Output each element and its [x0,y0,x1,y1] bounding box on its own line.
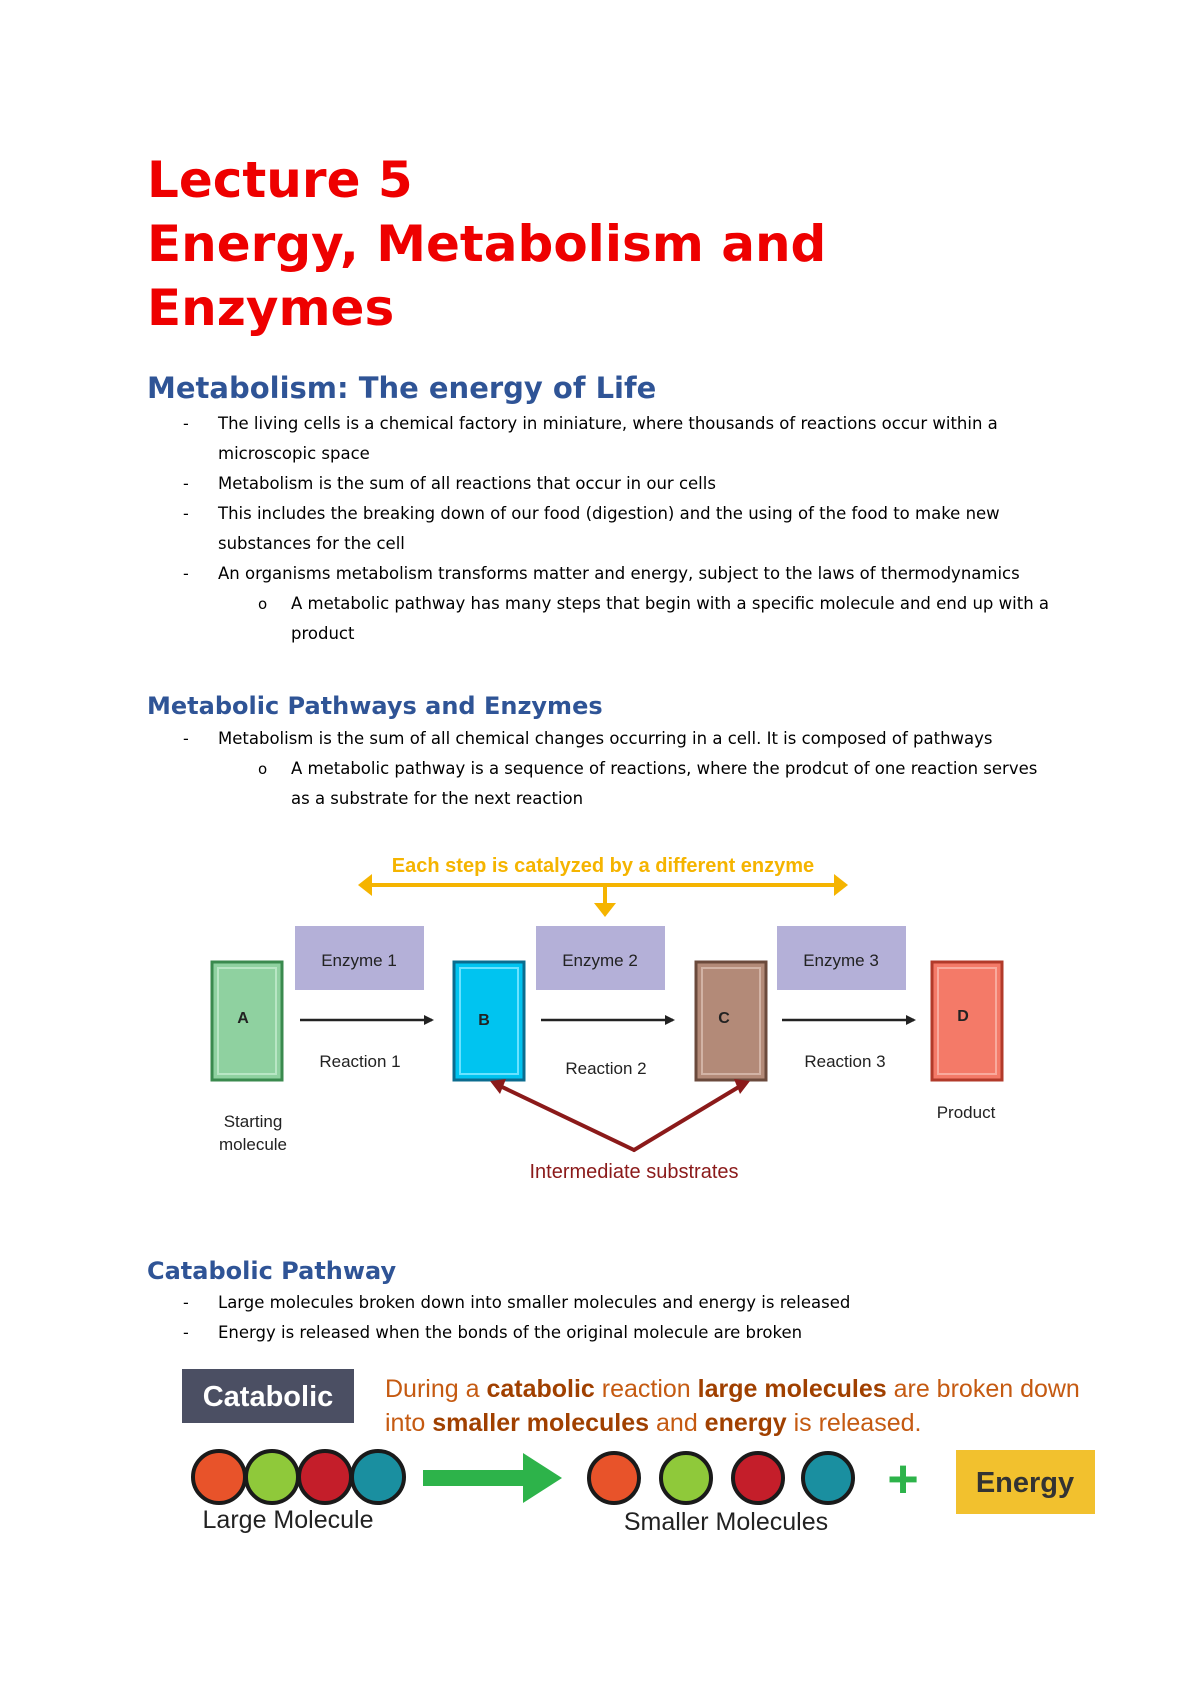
title-line-3: Enzymes [147,279,395,337]
pathway-caption-bottom: Intermediate substrates [529,1161,739,1183]
small-molecule-teal [803,1453,853,1503]
small-molecules [589,1453,853,1503]
reaction-label-2: Reaction 2 [565,1059,647,1078]
reaction-label-1: Reaction 1 [319,1052,401,1071]
enzyme-label-1: Enzyme 1 [321,951,397,970]
product-label: Product [936,1103,996,1122]
list-item: - Large molecules broken down into smaller molecules and energy is released [183,1293,851,1312]
svg-text:D: D [957,1008,969,1025]
catabolic-caption-line-1: During a catabolic reaction large molecules are broken down [385,1375,1080,1403]
starting-molecule-label: Starting [223,1112,283,1131]
list-item: - Energy is released when the bonds of the original molecule are broken [183,1323,803,1342]
small-molecules-label: Smaller Molecules [623,1508,829,1536]
list-item: - An organisms metabolism transforms matter and energy, subject to the laws of thermodynamics [183,564,1020,583]
small-molecule-red [733,1453,783,1503]
starting-molecule-label-2: molecule [218,1135,288,1154]
pathway-caption-top: Each step is catalyzed by a different enzyme [391,855,815,877]
enzyme-label-3: Enzyme 3 [803,951,879,970]
list-item: - The living cells is a chemical factory in miniature, where thousands of reactions occur within a microscopic space [183,414,998,463]
heading-metabolism: Metabolism: The energy of Life [147,371,657,405]
sub-list-item: o A metabolic pathway is a sequence of reactions, where the prodcut of one reaction serves as a substrate for the next reaction [258,759,1038,808]
list-item: - This includes the breaking down of our food (digestion) and the using of the food to make new substances for the cell [183,504,1000,553]
large-molecule-label: Large Molecule [202,1506,374,1534]
green-arrow [423,1453,562,1503]
heading-pathways: Metabolic Pathways and Enzymes [147,692,603,720]
sub-list-item: o A metabolic pathway has many steps that begin with a specific molecule and end up with a product [258,594,1050,643]
large-molecule [193,1451,404,1503]
list-item: - Metabolism is the sum of all reactions that occur in our cells [183,474,716,493]
svg-text:A: A [237,1010,249,1027]
catabolic-badge-label: Catabolic [202,1381,334,1413]
small-molecule-green [661,1453,711,1503]
energy-label: Energy [975,1467,1075,1499]
title-line-1: Lecture 5 [147,151,413,209]
plus-sign: + [887,1449,919,1509]
title-line-2: Energy, Metabolism and [147,215,827,273]
list-item: - Metabolism is the sum of all chemical changes occurring in a cell. It is composed of pathways [183,729,993,748]
enzyme-label-2: Enzyme 2 [562,951,638,970]
catabolic-caption-line-2: into smaller molecules and energy is released. [385,1409,922,1437]
reaction-label-3: Reaction 3 [804,1052,886,1071]
svg-text:C: C [718,1010,730,1027]
svg-text:B: B [478,1012,490,1029]
small-molecule-orange [589,1453,639,1503]
heading-catabolic: Catabolic Pathway [147,1257,397,1285]
